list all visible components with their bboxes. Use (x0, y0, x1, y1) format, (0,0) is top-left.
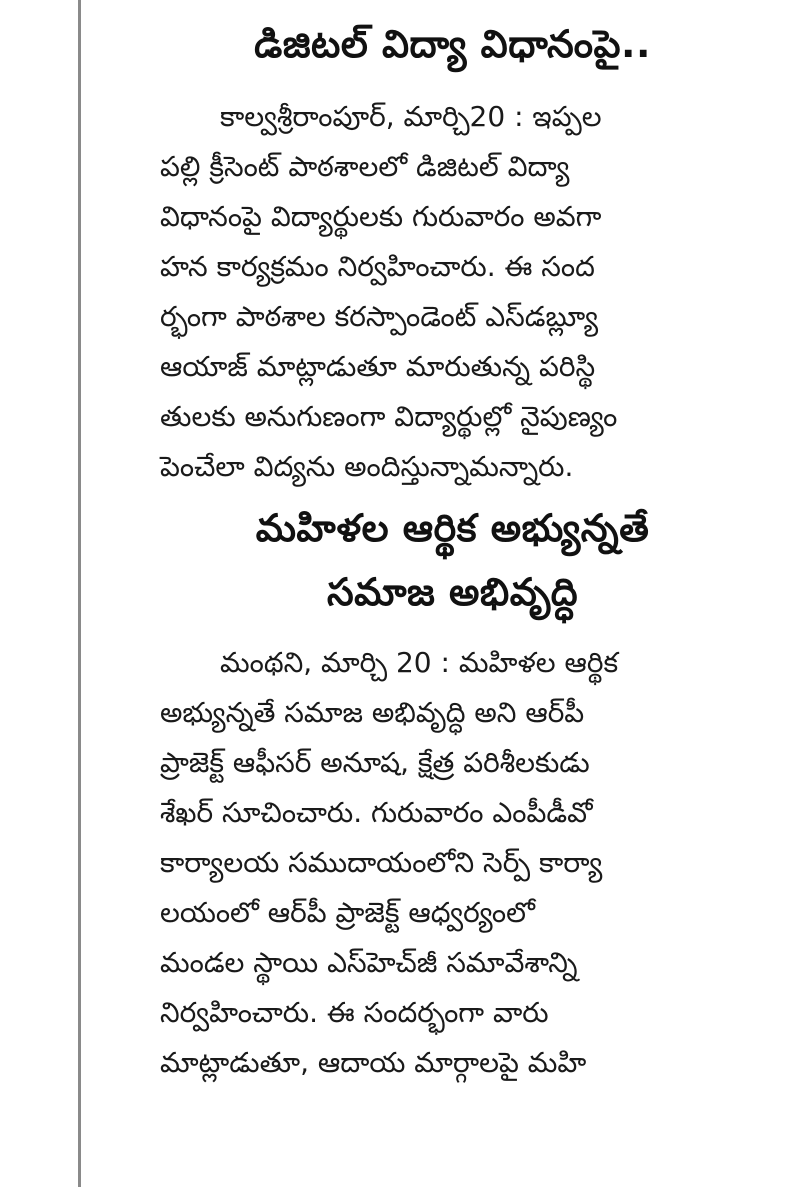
article1-headline: డిజిటల్ విద్యా విధానంపై.. (254, 22, 651, 66)
body-line: కార్యాలయ సముదాయంలోని సెర్ప్ కార్యా (160, 846, 603, 879)
column-divider (78, 0, 81, 1187)
body-line: పెంచేలా విద్యను అందిస్తున్నామన్నారు. (160, 450, 574, 483)
article2-headline-line2: సమాజ అభివృద్ధి (326, 570, 579, 614)
newspaper-column (160, 14, 745, 1088)
body-line: ప్రాజెక్ట్ ఆఫీసర్ అనూష, క్షేత్ర పరిశీలకుడు (160, 746, 590, 779)
body-line: ర్భంగా పాఠశాల కరస్పాండెంట్ ఎస్‌డబ్ల్యూ (160, 300, 599, 333)
body-line: మాట్లాడుతూ, ఆదాయ మార్గాలపై మహి (160, 1046, 587, 1079)
body-line: శేఖర్ సూచించారు. గురువారం ఎంపీడీవో (160, 796, 593, 829)
body-line: పల్లి క్రీసెంట్ పాఠశాలలో డిజిటల్ విద్యా (160, 150, 570, 183)
body-line: మంథని, మార్చి 20 : మహిళల ఆర్థిక (220, 646, 619, 679)
body-line: విధానంపై విద్యార్థులకు గురువారం అవగా (160, 200, 602, 233)
body-line: మండల స్థాయి ఎస్‌హెచ్‌జీ సమావేశాన్ని (160, 946, 578, 979)
article2-headline-line1: మహిళల ఆర్థిక అభ్యున్నతే (255, 506, 650, 550)
body-line: హన కార్యక్రమం నిర్వహించారు. ఈ సంద (160, 250, 595, 283)
body-line: అభ్యున్నతే సమాజ అభివృద్ధి అని ఆర్‌పీ (160, 696, 585, 729)
body-line: నిర్వహించారు. ఈ సందర్భంగా వారు (160, 996, 549, 1029)
body-line: కాల్వశ్రీరాంపూర్, మార్చి20 : ఇప్పల (220, 100, 602, 133)
body-line: తులకు అనుగుణంగా విద్యార్థుల్లో నైపుణ్యం (160, 400, 618, 433)
article1-body (160, 92, 745, 492)
article2-body (160, 638, 745, 1088)
article2-headline (160, 496, 745, 624)
body-line: లయంలో ఆర్‌పీ ప్రాజెక్ట్ ఆధ్వర్యంలో (160, 896, 535, 929)
body-line: ఆయాజ్ మాట్లాడుతూ మారుతున్న పరిస్థి (160, 350, 596, 383)
